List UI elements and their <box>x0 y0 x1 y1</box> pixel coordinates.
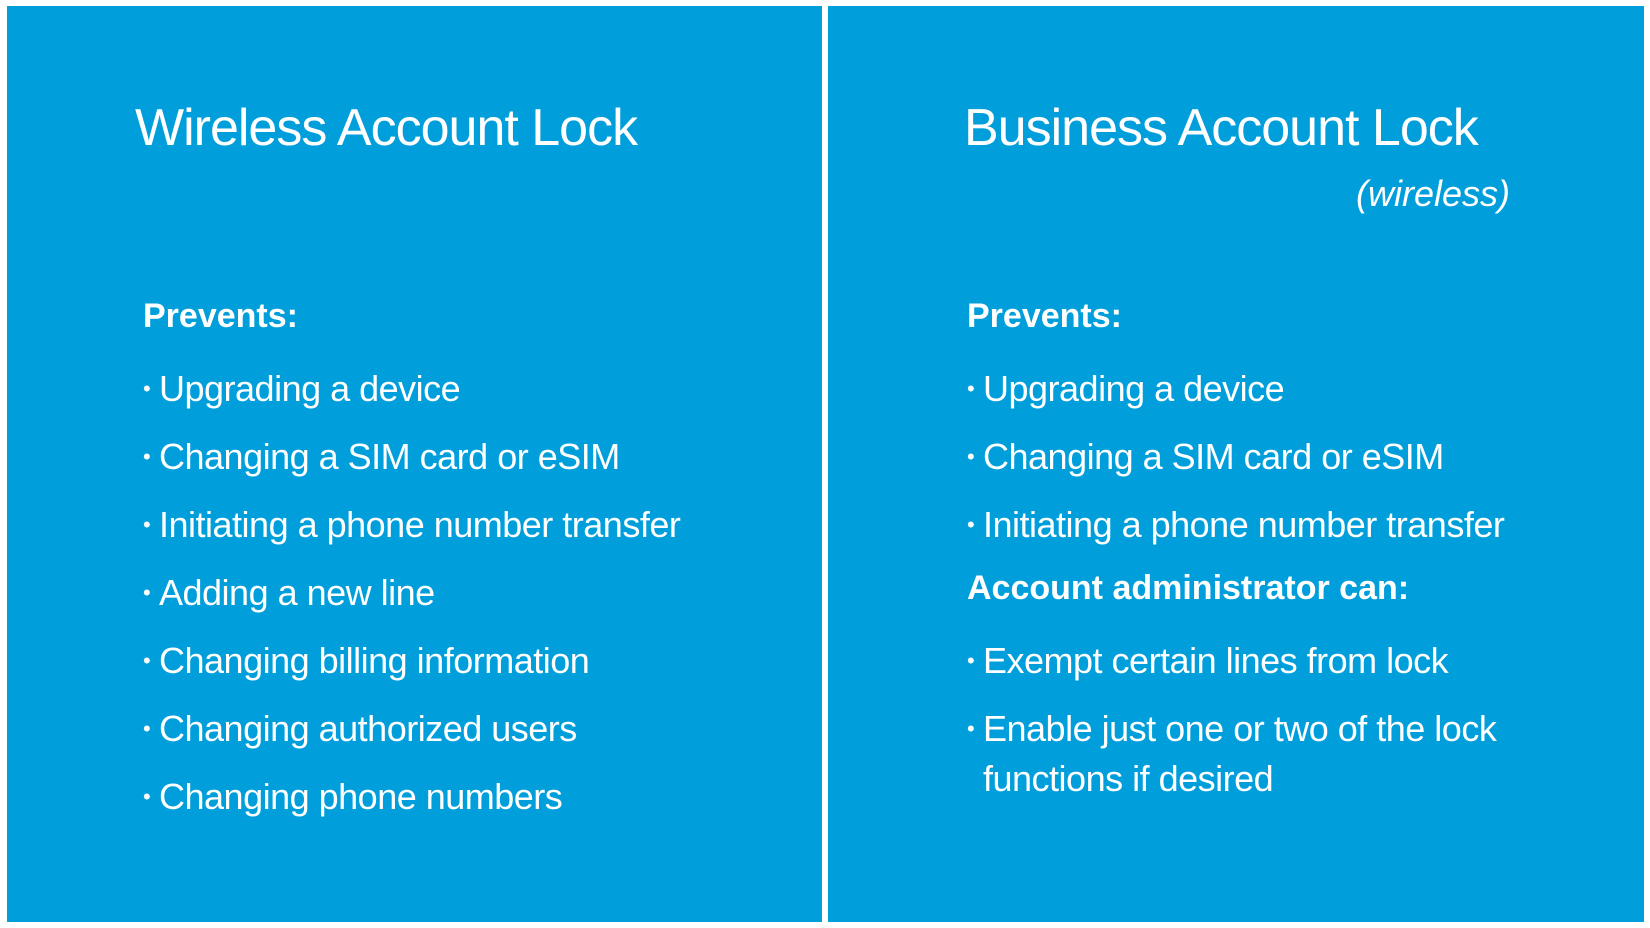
bullet-icon: • <box>967 512 975 537</box>
prevents-heading: Prevents: <box>143 297 298 335</box>
admin-heading: Account administrator can: <box>967 569 1410 607</box>
wireless-account-lock-panel <box>7 6 822 922</box>
bullet-icon: • <box>143 580 151 605</box>
panel-title: Wireless Account Lock <box>135 99 638 157</box>
list-item: • Upgrading a device <box>143 364 802 414</box>
list-item: • Initiating a phone number transfer <box>967 500 1624 550</box>
list-item: • Enable just one or two of the lock functions if desired <box>967 704 1624 804</box>
bullet-icon: • <box>967 648 975 673</box>
prevents-list <box>967 364 1624 550</box>
panel-content <box>967 296 1624 822</box>
bullet-icon: • <box>143 376 151 401</box>
list-item: • Changing authorized users <box>143 704 802 754</box>
list-item: • Exempt certain lines from lock <box>967 636 1624 686</box>
bullet-icon: • <box>143 444 151 469</box>
business-account-lock-panel <box>828 6 1644 922</box>
bullet-icon: • <box>143 716 151 741</box>
panel-content <box>143 296 802 840</box>
prevents-heading: Prevents: <box>967 297 1122 335</box>
list-item: • Changing a SIM card or eSIM <box>143 432 802 482</box>
admin-list <box>967 636 1624 804</box>
list-item: • Upgrading a device <box>967 364 1624 414</box>
list-item: • Adding a new line <box>143 568 802 618</box>
list-item: • Changing phone numbers <box>143 772 802 822</box>
list-item: • Initiating a phone number transfer <box>143 500 802 550</box>
bullet-icon: • <box>967 716 975 741</box>
list-item: • Changing a SIM card or eSIM <box>967 432 1624 482</box>
bullet-icon: • <box>143 648 151 673</box>
bullet-icon: • <box>143 512 151 537</box>
bullet-icon: • <box>143 784 151 809</box>
bullet-icon: • <box>967 444 975 469</box>
list-item: • Changing billing information <box>143 636 802 686</box>
panel-subtitle: (wireless) <box>1355 173 1510 214</box>
bullet-icon: • <box>967 376 975 401</box>
panel-title: Business Account Lock <box>964 99 1478 157</box>
prevents-list <box>143 364 802 822</box>
